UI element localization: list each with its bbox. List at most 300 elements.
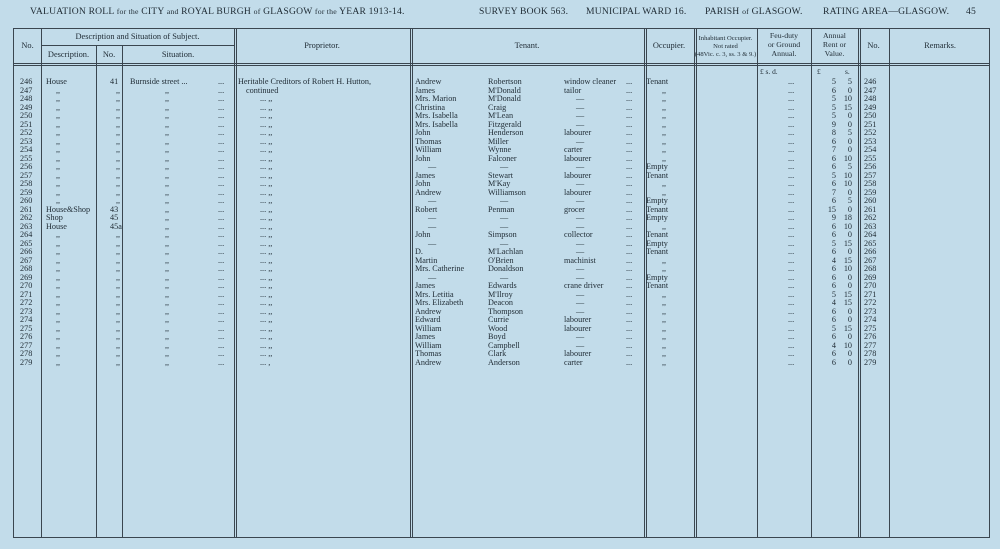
cell-prop: ... ,, [260, 153, 273, 163]
cell-num: ,, [116, 281, 121, 290]
cell-s: Deacon [488, 298, 514, 307]
cell-f: Thomas [415, 349, 442, 358]
cell-no2: 263 [864, 221, 877, 231]
cell-sit: ,, [165, 119, 170, 129]
cell-desc: ,, [56, 153, 61, 163]
cell-feu: ... [788, 204, 795, 214]
cell-sit: ,, [165, 340, 170, 350]
cell-desc: ,, [56, 298, 61, 307]
cell-l: 6 [831, 281, 836, 290]
cell-occ: machinist [564, 255, 596, 265]
cell-d2: ... [626, 128, 633, 137]
cell-desc: ,, [56, 102, 61, 112]
cell-sh: 15 [843, 298, 852, 307]
cell-s: Clark [488, 349, 507, 358]
cell-o: ,, [662, 349, 667, 358]
cell-sh: 10 [843, 94, 852, 103]
cell-num: 43 [110, 204, 119, 214]
cell-o: ,, [662, 340, 667, 350]
cell-no: 256 [20, 162, 33, 171]
cell-sit: ,, [165, 272, 170, 282]
cell-l: 6 [831, 196, 836, 205]
cell-d2: ... [626, 85, 633, 95]
cell-o: ,, [662, 136, 667, 146]
col-remarks: Remarks. [924, 41, 956, 50]
cell-feu: ... [788, 221, 795, 231]
cell-l: 4 [831, 298, 836, 307]
cell-dots: ... [218, 77, 225, 86]
cell-s: M'Kay [488, 179, 511, 188]
cell-feu: ... [788, 332, 795, 341]
cell-sit: ,, [165, 298, 170, 307]
cell-feu: ... [788, 179, 795, 188]
rent-unit-shillings: s. [845, 67, 850, 76]
cell-f: James [415, 85, 436, 95]
cell-desc: House [46, 221, 67, 231]
col-tenant: Tenant. [514, 41, 540, 50]
cell-s: Miller [488, 136, 509, 146]
cell-occ: crane driver [564, 281, 604, 290]
cell-no: 254 [20, 145, 33, 154]
cell-no: 262 [20, 213, 33, 222]
cell-dots: ... [218, 153, 225, 163]
cell-no2: 247 [864, 85, 877, 95]
cell-prop: ... ,, [260, 179, 273, 188]
cell-l: 5 [831, 289, 836, 299]
cell-sit: ,, [165, 102, 170, 112]
cell-sit: ,, [165, 162, 170, 171]
cell-feu: ... [788, 230, 795, 239]
cell-sh: 10 [843, 153, 852, 163]
cell-desc: ,, [56, 306, 61, 316]
cell-o: ,, [662, 264, 667, 273]
cell-occ: — [576, 213, 585, 222]
cell-feu: ... [788, 298, 795, 307]
cell-prop: ... ,, [260, 204, 273, 214]
cell-occ: labourer [564, 128, 592, 137]
cell-dots: ... [218, 281, 225, 290]
cell-dots: ... [218, 264, 225, 273]
cell-num: ,, [116, 306, 121, 316]
cell-f: Mrs. Marion [415, 94, 457, 103]
cell-s: O'Brien [488, 255, 514, 265]
cell-sh: 0 [847, 247, 852, 256]
col-inhabitant: Inhabitant Occupier. Not rated (48Vic. c. 3, ss. 3 & 9.) [694, 35, 757, 58]
cell-l: 6 [831, 85, 836, 95]
cell-f: Robert [415, 204, 438, 214]
cell-s: Thompson [488, 306, 524, 316]
cell-f: — [428, 221, 437, 231]
cell-feu: ... [788, 289, 795, 299]
cell-s: Currie [488, 315, 509, 324]
cell-s: Stewart [488, 170, 514, 180]
cell-s: M'Lachlan [488, 247, 524, 256]
cell-dots: ... [218, 196, 225, 205]
cell-s: Robertson [488, 77, 522, 86]
cell-desc: ,, [56, 247, 61, 256]
cell-no2: 273 [864, 306, 877, 316]
cell-no: 259 [20, 187, 33, 197]
cell-num: ,, [116, 102, 121, 112]
cell-o: Tenant [646, 170, 669, 180]
cell-o: Tenant [646, 77, 669, 86]
cell-o: ,, [662, 111, 667, 120]
cell-s: Wynne [488, 145, 512, 154]
cell-f: Mrs. Catherine [415, 264, 465, 273]
cell-d2: ... [626, 196, 633, 205]
cell-occ: — [576, 340, 585, 350]
cell-d2: ... [626, 102, 633, 112]
cell-sit: ,, [165, 111, 170, 120]
cell-s: M'Ilroy [488, 289, 513, 299]
cell-f: Mrs. Isabella [415, 119, 458, 129]
cell-occ: grocer [564, 204, 585, 214]
cell-dots: ... [218, 179, 225, 188]
cell-feu: ... [788, 340, 795, 350]
cell-sh: 10 [843, 170, 852, 180]
cell-occ: tailor [564, 85, 582, 95]
cell-no: 249 [20, 102, 33, 112]
cell-feu: ... [788, 119, 795, 129]
cell-desc: ,, [56, 145, 61, 154]
cell-feu: ... [788, 247, 795, 256]
cell-prop: ... ,, [260, 221, 273, 231]
cell-s: — [500, 213, 509, 222]
cell-l: 4 [831, 255, 836, 265]
cell-prop: ... ,, [260, 136, 273, 146]
cell-dots: ... [218, 204, 225, 214]
cell-num: ,, [116, 187, 121, 197]
cell-occ: — [576, 306, 585, 316]
cell-f: John [415, 153, 431, 163]
cell-desc: ,, [56, 255, 61, 265]
cell-desc: ,, [56, 187, 61, 197]
cell-sh: 15 [843, 238, 852, 248]
cell-prop: ... ,, [260, 281, 273, 290]
cell-no2: 254 [864, 145, 877, 154]
cell-no: 272 [20, 298, 33, 307]
cell-sh: 0 [847, 136, 852, 146]
cell-no: 251 [20, 119, 33, 129]
cell-prop: ... ,, [260, 128, 273, 137]
cell-o: ,, [662, 315, 667, 324]
cell-prop: ... ,, [260, 340, 273, 350]
cell-o: ,, [662, 187, 667, 197]
cell-sh: 0 [847, 315, 852, 324]
rating-area: RATING AREA—GLASGOW. [823, 6, 950, 17]
cell-d2: ... [626, 221, 633, 231]
cell-s: Williamson [488, 187, 526, 197]
cell-d2: ... [626, 153, 633, 163]
cell-desc: ,, [56, 264, 61, 273]
col-no-right: No. [867, 41, 880, 50]
cell-sit: ,, [165, 357, 170, 367]
cell-f: Mrs. Isabella [415, 111, 458, 120]
cell-num: ,, [116, 170, 121, 180]
cell-num: ,, [116, 230, 121, 239]
cell-sh: 5 [847, 128, 852, 137]
cell-num: ,, [116, 119, 121, 129]
cell-sit: ,, [165, 349, 170, 358]
cell-desc: ,, [56, 136, 61, 146]
cell-desc: ,, [56, 179, 61, 188]
cell-d2: ... [626, 289, 633, 299]
cell-dots: ... [218, 289, 225, 299]
cell-no: 246 [20, 77, 33, 86]
cell-sit: ,, [165, 306, 170, 316]
cell-sit: ,, [165, 196, 170, 205]
cell-l: 5 [831, 323, 836, 333]
cell-d2: ... [626, 349, 633, 358]
cell-sh: 15 [843, 323, 852, 333]
cell-d2: ... [626, 119, 633, 129]
cell-desc: ,, [56, 111, 61, 120]
cell-o: ,, [662, 128, 667, 137]
cell-f: John [415, 230, 431, 239]
cell-occ: — [576, 247, 585, 256]
cell-s: Boyd [488, 332, 506, 341]
col-number: No. [102, 50, 116, 59]
cell-dots: ... [218, 272, 225, 282]
cell-num: 41 [110, 77, 119, 86]
cell-d2: ... [626, 340, 633, 350]
cell-num: ,, [116, 264, 121, 273]
cell-sh: 0 [847, 306, 852, 316]
cell-o: ,, [662, 357, 667, 367]
cell-prop: ... ,, [260, 170, 273, 180]
cell-no2: 258 [864, 179, 877, 188]
cell-feu: ... [788, 102, 795, 112]
cell-sit: ,, [165, 247, 170, 256]
cell-d2: ... [626, 187, 633, 197]
cell-d2: ... [626, 315, 633, 324]
cell-feu: ... [788, 153, 795, 163]
cell-dots: ... [218, 170, 225, 180]
cell-sit: ,, [165, 213, 170, 222]
cell-no: 265 [20, 238, 33, 248]
cell-no2: 246 [864, 77, 877, 86]
cell-num: ,, [116, 340, 121, 350]
cell-desc: Shop [46, 213, 63, 222]
cell-feu: ... [788, 238, 795, 248]
cell-occ: labourer [564, 323, 592, 333]
cell-sit: Burnside street ... [130, 77, 188, 86]
cell-prop: ... ,, [260, 145, 273, 154]
cell-s: Campbell [488, 340, 520, 350]
cell-desc: House [46, 77, 67, 86]
cell-occ: — [576, 179, 585, 188]
cell-sit: ,, [165, 153, 170, 163]
roll-title: VALUATION ROLL for the CITY and ROYAL BURGH of GLASGOW for the YEAR 1913-14. [30, 6, 405, 17]
cell-d2: ... [626, 111, 633, 120]
cell-o: ,, [662, 119, 667, 129]
cell-dots: ... [218, 111, 225, 120]
cell-feu: ... [788, 281, 795, 290]
cell-sit: ,, [165, 187, 170, 197]
cell-no: 257 [20, 170, 33, 180]
cell-occ: labourer [564, 170, 592, 180]
table-row [0, 358, 1000, 367]
cell-feu: ... [788, 357, 795, 367]
cell-no: 271 [20, 289, 33, 299]
cell-desc: ,, [56, 162, 61, 171]
cell-prop: ... ,, [260, 111, 273, 120]
cell-desc: ,, [56, 340, 61, 350]
cell-occ: — [576, 332, 585, 341]
cell-sh: 0 [847, 111, 852, 120]
cell-desc: ,, [56, 357, 61, 367]
cell-sh: 10 [843, 221, 852, 231]
cell-f: James [415, 281, 436, 290]
cell-sit: ,, [165, 136, 170, 146]
cell-sh: 5 [847, 77, 852, 86]
cell-desc: ,, [56, 272, 61, 282]
cell-sh: 0 [847, 230, 852, 239]
cell-prop: ... ,, [260, 247, 273, 256]
cell-f: — [428, 162, 437, 171]
cell-num: ,, [116, 94, 121, 103]
cell-s: — [500, 162, 509, 171]
cell-l: 6 [831, 357, 836, 367]
cell-l: 6 [831, 230, 836, 239]
cell-num: ,, [116, 289, 121, 299]
cell-no2: 255 [864, 153, 877, 163]
cell-f: — [428, 272, 437, 282]
cell-dots: ... [218, 247, 225, 256]
cell-f: Andrew [415, 306, 442, 316]
cell-o: ,, [662, 221, 667, 231]
cell-no2: 266 [864, 247, 877, 256]
cell-sit: ,, [165, 85, 170, 95]
cell-l: 5 [831, 77, 836, 86]
cell-no2: 264 [864, 230, 877, 239]
cell-o: Empty [646, 196, 668, 205]
cell-o: Empty [646, 162, 668, 171]
cell-no: 247 [20, 85, 33, 95]
cell-prop: ... ,, [260, 306, 273, 316]
cell-no: 248 [20, 94, 33, 103]
cell-prop: ... ,, [260, 94, 273, 103]
cell-s: Donaldson [488, 264, 524, 273]
cell-occ: labourer [564, 153, 592, 163]
cell-s: Wood [488, 323, 508, 333]
cell-l: 6 [831, 264, 836, 273]
cell-no2: 277 [864, 340, 877, 350]
cell-dots: ... [218, 85, 225, 95]
cell-l: 5 [831, 170, 836, 180]
cell-s: — [500, 238, 509, 248]
cell-f: — [428, 238, 437, 248]
cell-no: 253 [20, 136, 33, 146]
cell-s: Edwards [488, 281, 517, 290]
cell-num: ,, [116, 238, 121, 248]
cell-l: 7 [831, 145, 836, 154]
cell-o: ,, [662, 85, 667, 95]
cell-dots: ... [218, 255, 225, 265]
cell-no2: 274 [864, 315, 877, 324]
cell-desc: ,, [56, 170, 61, 180]
cell-d2: ... [626, 281, 633, 290]
cell-o: ,, [662, 102, 667, 112]
cell-prop: ... ,, [260, 289, 273, 299]
cell-l: 6 [831, 332, 836, 341]
cell-d2: ... [626, 213, 633, 222]
cell-no2: 269 [864, 272, 877, 282]
cell-prop: ... ,, [260, 238, 273, 248]
cell-no: 274 [20, 315, 33, 324]
col-proprietor: Proprietor. [304, 41, 340, 50]
cell-no: 279 [20, 357, 33, 367]
cell-desc: ,, [56, 119, 61, 129]
cell-sh: 10 [843, 340, 852, 350]
cell-f: John [415, 128, 431, 137]
cell-feu: ... [788, 255, 795, 265]
cell-feu: ... [788, 323, 795, 333]
cell-sh: 0 [847, 332, 852, 341]
cell-d2: ... [626, 323, 633, 333]
cell-sh: 5 [847, 196, 852, 205]
cell-num: ,, [116, 315, 121, 324]
cell-d2: ... [626, 145, 633, 154]
cell-s: — [500, 272, 509, 282]
cell-f: William [415, 323, 442, 333]
proprietor-line-1: Heritable Creditors of Robert H. Hutton, [238, 77, 372, 86]
cell-d2: ... [626, 247, 633, 256]
cell-no: 273 [20, 306, 33, 316]
cell-prop: ... ,, [260, 349, 273, 358]
cell-no2: 262 [864, 213, 877, 222]
cell-s: Penman [488, 204, 515, 214]
cell-occ: — [576, 102, 585, 112]
cell-l: 9 [831, 119, 836, 129]
cell-feu: ... [788, 162, 795, 171]
cell-f: Andrew [415, 77, 442, 86]
cell-d2: ... [626, 136, 633, 146]
cell-desc: ,, [56, 230, 61, 239]
cell-num: ,, [116, 179, 121, 188]
cell-desc: ,, [56, 281, 61, 290]
cell-no2: 260 [864, 196, 877, 205]
cell-no: 278 [20, 349, 33, 358]
cell-f: — [428, 196, 437, 205]
cell-l: 6 [831, 153, 836, 163]
cell-o: Empty [646, 272, 668, 282]
cell-d2: ... [626, 264, 633, 273]
cell-s: Craig [488, 102, 507, 112]
cell-sit: ,, [165, 230, 170, 239]
cell-feu: ... [788, 306, 795, 316]
cell-desc: House&Shop [46, 204, 91, 214]
cell-num: ,, [116, 162, 121, 171]
cell-f: William [415, 145, 442, 154]
cell-num: ,, [116, 332, 121, 341]
cell-no2: 256 [864, 162, 877, 171]
cell-sh: 0 [847, 204, 852, 214]
cell-prop: ... ,, [260, 187, 273, 197]
cell-o: ,, [662, 179, 667, 188]
cell-l: 6 [831, 136, 836, 146]
cell-no2: 252 [864, 128, 877, 137]
cell-sh: 15 [843, 102, 852, 112]
cell-num: ,, [116, 323, 121, 333]
cell-o: Tenant [646, 204, 669, 214]
cell-feu: ... [788, 128, 795, 137]
cell-no2: 278 [864, 349, 877, 358]
cell-dots: ... [218, 145, 225, 154]
cell-l: 6 [831, 179, 836, 188]
survey-book: SURVEY BOOK 563. [479, 6, 569, 17]
cell-sit: ,, [165, 289, 170, 299]
